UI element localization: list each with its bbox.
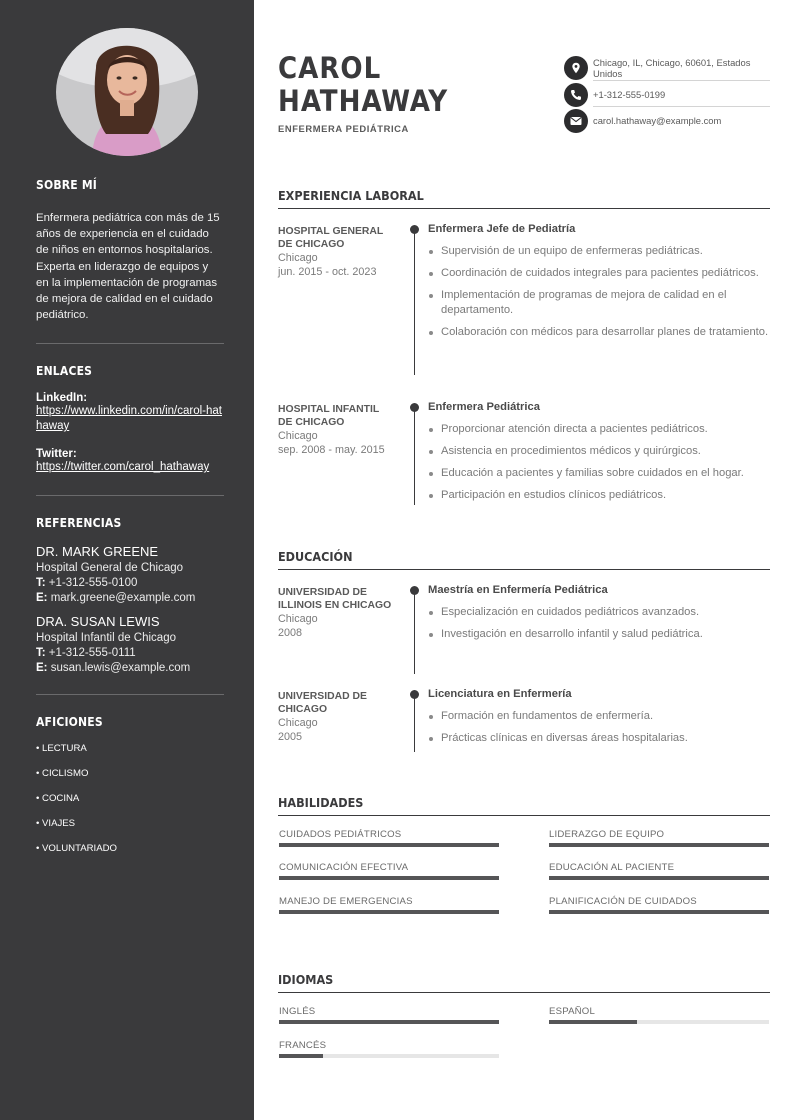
entry-title: Enfermera Jefe de Pediatría [428,223,576,235]
skill-item [279,829,499,840]
links-heading: ENLACES [36,364,93,379]
language-bar-track [279,1020,499,1024]
linkedin-link[interactable]: https://www.linkedin.com/in/carol-hathaway [36,405,222,433]
entry-title: Enfermera Pediátrica [428,401,540,413]
entry-dates: 2005 [278,731,303,743]
reference-phone-label: T: [36,647,46,660]
entry-dates: jun. 2015 - oct. 2023 [278,266,377,278]
hobbies-heading: AFICIONES [36,715,103,730]
contact-phone [564,83,770,107]
entry-org [278,403,396,457]
candidate-name [278,52,488,118]
entry-details [428,401,770,510]
timeline-line [414,694,415,752]
skill-item [549,862,769,873]
entry-bullets [428,244,770,340]
language-item [279,1040,499,1051]
reference-phone-label: T: [36,577,46,590]
entry-org [278,586,396,640]
entry-bullet: Implementación de programas de mejora de calidad en el departamento. [428,288,770,318]
reference-name: DRA. SUSAN LEWIS [36,614,160,630]
about-heading: SOBRE MÍ [36,178,97,192]
entry-bullet: Educación a pacientes y familias sobre cuidados en el hogar. [428,466,770,481]
reference-item [36,544,224,604]
entry-bullets [428,605,770,642]
entry-org [278,225,396,279]
hobby-item: • VIAJES [36,818,76,830]
hobby-item: • CICLISMO [36,768,89,780]
reference-phone-value: +1-312-555-0111 [48,647,136,660]
language-bar-track [549,1020,769,1024]
about-text: Enfermera pediátrica con más de 15 años de experiencia en el cuidado de niños en entornos hospitalarios. Experta en liderazgo de equipos y en la implementación de programas de mejora de calidad en el cuidado pediátrico. [36,212,220,322]
language-bar-track [279,1054,499,1058]
language-bar-fill [279,1020,499,1024]
timeline-dot [410,586,419,595]
sidebar-divider [36,343,224,344]
last-name: HATHAWAY [278,84,449,118]
entry-title: Maestría en Enfermería Pediátrica [428,584,608,596]
language-item [279,1006,499,1017]
skill-bar-track [279,843,499,847]
profile-photo-image [56,28,198,156]
email-icon [564,109,588,133]
entry-org-name: HOSPITAL INFANTIL DE CHICAGO [278,404,380,428]
skill-bar-fill [549,843,769,847]
entry-org-name: UNIVERSIDAD DE CHICAGO [278,691,367,715]
skill-bar-fill [279,843,499,847]
location-pin-icon [564,56,588,80]
language-label: FRANCÉS [279,1040,327,1051]
entry-details [428,223,770,347]
language-item [549,1006,769,1017]
skill-label: CUIDADOS PEDIÁTRICOS [279,829,402,840]
profile-photo [56,28,198,156]
language-bar-fill [279,1054,323,1058]
reference-org: Hospital General de Chicago [36,562,184,575]
entry-org-name: HOSPITAL GENERAL DE CHICAGO [278,226,384,250]
entry-details [428,584,770,649]
references-heading: REFERENCIAS [36,516,122,531]
skill-label: LIDERAZGO DE EQUIPO [549,829,665,840]
hobby-item: • LECTURA [36,743,87,755]
link-twitter [36,448,224,475]
skill-bar-track [549,843,769,847]
entry-bullet: Investigación en desarrollo infantil y salud pediátrica. [428,627,770,642]
link-label-twitter: Twitter: [36,448,77,461]
entry-bullet: Asistencia en procedimientos médicos y quirúrgicos. [428,444,770,459]
skill-label: MANEJO DE EMERGENCIAS [279,896,413,907]
skill-bar-track [279,910,499,914]
language-bar-fill [549,1020,637,1024]
phone-icon [564,83,588,107]
skill-label: COMUNICACIÓN EFECTIVA [279,862,409,873]
reference-email-label: E: [36,662,48,675]
entry-dates: 2008 [278,627,303,639]
skill-item [549,896,769,907]
education-entry [278,586,770,686]
contact-address [564,56,770,80]
skill-item [279,862,499,873]
entry-city: Chicago [278,252,318,264]
skill-bar-fill [549,910,769,914]
contact-divider [593,106,770,107]
reference-item [36,614,224,674]
link-label-linkedin: LinkedIn: [36,392,88,405]
candidate-role: ENFERMERA PEDIÁTRICA [278,123,409,134]
entry-bullets [428,422,770,503]
experience-entry [278,225,770,375]
contact-divider [593,80,770,81]
hobby-item: • COCINA [36,793,80,805]
entry-org-name: UNIVERSIDAD DE ILLINOIS EN CHICAGO [278,587,392,611]
reference-phone [36,647,224,659]
hobbies-list [36,743,224,854]
entry-bullet: Coordinación de cuidados integrales para pacientes pediátricos. [428,266,770,281]
skill-bar-track [549,876,769,880]
skill-bar-fill [549,876,769,880]
entry-city: Chicago [278,430,318,442]
link-linkedin [36,392,224,434]
skill-bar-fill [279,910,499,914]
entry-bullet: Supervisión de un equipo de enfermeras pediátricas. [428,244,770,259]
reference-email [36,592,224,604]
skill-bar-track [279,876,499,880]
contact-address-text: Chicago, IL, Chicago, 60601, Estados Unidos [593,57,751,79]
skill-item [279,896,499,907]
entry-city: Chicago [278,613,318,625]
entry-bullets [428,709,770,746]
languages-heading: IDIOMAS [278,972,770,993]
entry-dates: sep. 2008 - may. 2015 [278,444,385,456]
timeline-dot [410,403,419,412]
skill-bar-fill [279,876,499,880]
timeline-dot [410,690,419,699]
reference-email-label: E: [36,592,48,605]
experience-entry [278,403,770,507]
skill-label: EDUCACIÓN AL PACIENTE [549,862,675,873]
sidebar-divider [36,694,224,695]
skill-item [549,829,769,840]
reference-email-value: mark.greene@example.com [50,592,196,605]
language-label: INGLÉS [279,1006,316,1017]
education-heading: EDUCACIÓN [278,549,770,570]
entry-bullet: Prácticas clínicas en diversas áreas hospitalarias. [428,731,770,746]
reference-phone-value: +1-312-555-0100 [48,577,138,590]
reference-email-value: susan.lewis@example.com [50,662,191,675]
timeline-line [414,407,415,505]
entry-title: Licenciatura en Enfermería [428,688,572,700]
timeline-line [414,229,415,375]
reference-email [36,662,224,674]
timeline-line [414,590,415,674]
timeline-dot [410,225,419,234]
first-name: CAROL [278,51,382,85]
reference-name: DR. MARK GREENE [36,544,159,560]
entry-bullet: Colaboración con médicos para desarrollar planes de tratamiento. [428,325,770,340]
entry-details [428,688,770,753]
entry-bullet: Formación en fundamentos de enfermería. [428,709,770,724]
twitter-link[interactable]: https://twitter.com/carol_hathaway [36,461,210,474]
sidebar [0,0,254,1120]
hobby-item: • VOLUNTARIADO [36,843,118,855]
education-entry [278,690,770,754]
entry-city: Chicago [278,717,318,729]
entry-bullet: Especialización en cuidados pediátricos avanzados. [428,605,770,620]
entry-bullet: Participación en estudios clínicos pediátricos. [428,488,770,503]
experience-heading: EXPERIENCIA LABORAL [278,188,770,209]
skills-heading: HABILIDADES [278,795,770,816]
language-label: ESPAÑOL [549,1006,596,1017]
reference-org: Hospital Infantil de Chicago [36,632,176,645]
contact-email [564,109,770,133]
contact-email-text: carol.hathaway@example.com [593,115,722,126]
entry-bullet: Proporcionar atención directa a pacientes pediátricos. [428,422,770,437]
reference-phone [36,577,224,589]
contact-phone-text: +1-312-555-0199 [593,89,666,100]
entry-org [278,690,396,744]
skill-label: PLANIFICACIÓN DE CUIDADOS [549,896,697,907]
skill-bar-track [549,910,769,914]
sidebar-divider [36,495,224,496]
